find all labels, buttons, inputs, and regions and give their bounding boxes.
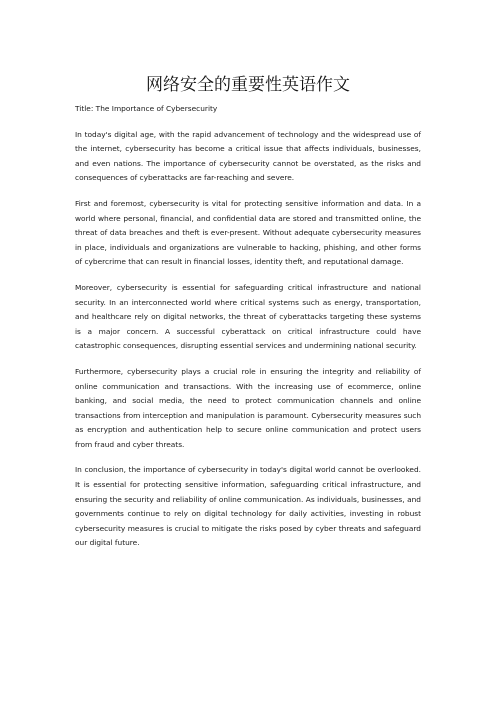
paragraph-communication: Furthermore, cybersecurity plays a crucial role in ensuring the integrity and reliability of online communication and transactions. With the increasing use of ecommerce, online banking, and social media, the need to protect communication channels and online transactions from interception and manipulation is paramount. Cybersecurity measures such as encryption and authentication help to secure online communication and protect users from fraud and cyber threats. xyxy=(75,366,421,449)
paragraph-infrastructure: Moreover, cybersecurity is essential for safeguarding critical infrastructure and national security. In an interconnected world where critical systems such as energy, transportation, and healthcare rely on digital networks, the threat of cyberattacks targeting these systems is a major concern. A successful cyberattack on critical infrastructure could have catastrophic consequences, disrupting essential services and undermining national security. xyxy=(75,282,421,351)
document-title: 网络安全的重要性英语作文 xyxy=(146,75,350,95)
essay-title: Title: The Importance of Cybersecurity xyxy=(75,104,218,113)
paragraph-intro: In today's digital age, with the rapid advancement of technology and the widespread use of the internet, cybersecurity has become a critical issue that affects individuals, businesses, and even nations. The importance of cybersecurity cannot be overstated, as the risks and consequences of cyberattacks are far-reaching and severe. xyxy=(75,129,421,183)
paragraph-conclusion: In conclusion, the importance of cybersecurity in today's digital world cannot be overlooked. It is essential for protecting sensitive information, safeguarding critical infrastructure, and ensuring the security and reliability of online communication. As individuals, businesses, and governments continue to rely on digital technology for daily activities, investing in robust cybersecurity measures is crucial to mitigate the risks posed by cyber threats and safeguard our digital future. xyxy=(75,465,421,548)
paragraph-protecting-data: First and foremost, cybersecurity is vital for protecting sensitive information and data. In a world where personal, financial, and confidential data are stored and transmitted online, the threat of data breaches and theft is ever-present. Without adequate cybersecurity measures in place, individuals and organizations are vulnerable to hacking, phishing, and other forms of cybercrime that can result in financial losses, identity theft, and reputational damage. xyxy=(75,198,421,267)
document-body xyxy=(75,102,421,562)
